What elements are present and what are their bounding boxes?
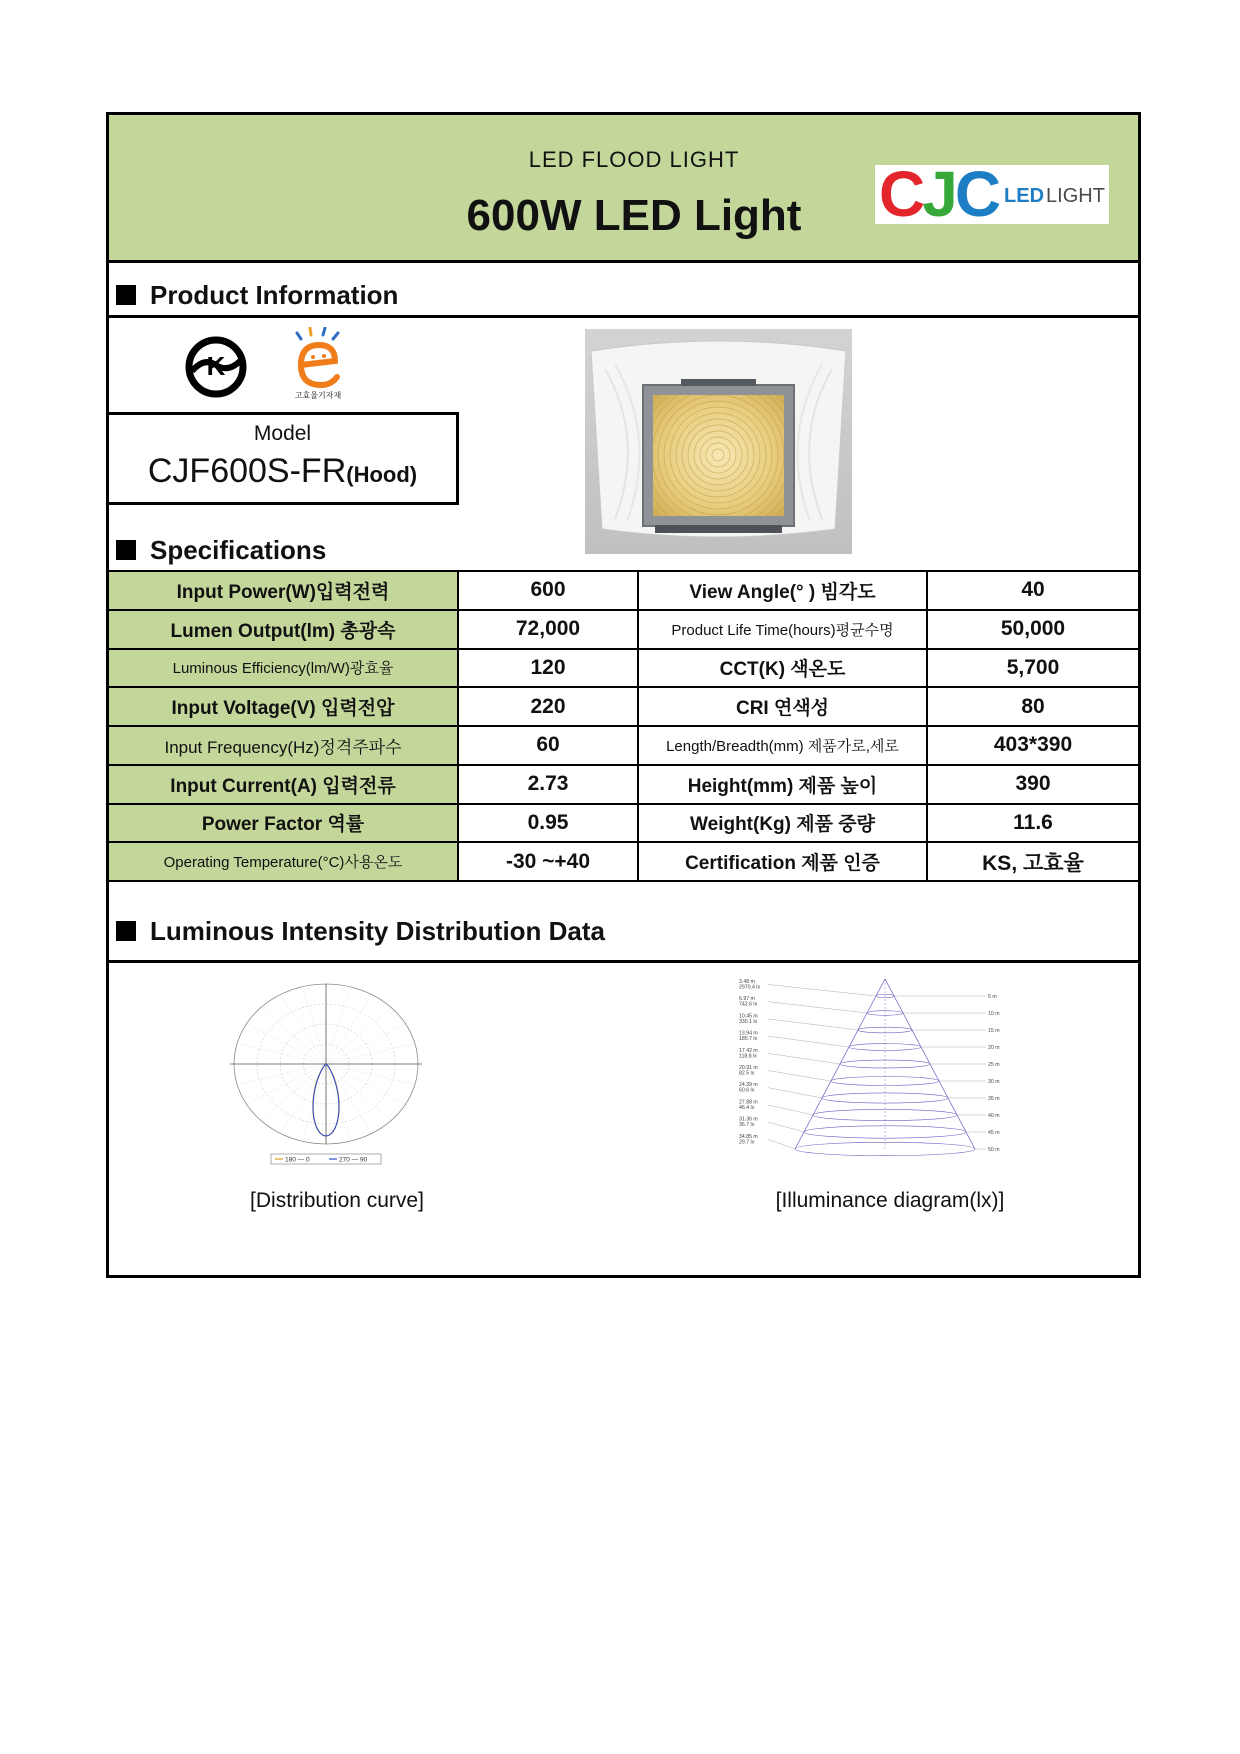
distance-label: 45 m xyxy=(988,1129,1000,1136)
illuminance-label: 82.5 lx xyxy=(739,1070,755,1077)
model-label: Model xyxy=(253,422,312,445)
spec-value: 5,700 xyxy=(928,650,1138,689)
spec-label: Input Current(A) 입력전류 xyxy=(109,766,459,805)
product-category: LED FLOOD LIGHT xyxy=(528,147,740,172)
spec-value: 120 xyxy=(459,650,639,689)
luminous-heading xyxy=(116,916,605,946)
spec-value: -30 ~+40 xyxy=(459,843,639,882)
diameter-leader-line xyxy=(768,1122,804,1132)
diameter-leader-line xyxy=(768,1088,822,1098)
spec-label: Input Frequency(Hz)정격주파수 xyxy=(109,727,459,766)
section-title: Luminous Intensity Distribution Data xyxy=(150,916,606,946)
page-title: 600W LED Light xyxy=(466,191,802,240)
beam-diameter-label: 27.88 m xyxy=(739,1099,758,1106)
product-info-heading xyxy=(116,280,398,310)
model-number: CJF600S-FR xyxy=(147,452,347,490)
distance-label: 10 m xyxy=(988,1010,1000,1017)
illuminance-caption: [Illuminance diagram(lx)] xyxy=(775,1189,1005,1212)
spec-value: 0.95 xyxy=(459,805,639,844)
spec-label: Product Life Time(hours)평균수명 xyxy=(639,611,928,650)
logo-letter: J xyxy=(922,165,955,224)
high-efficiency-mark xyxy=(287,327,349,403)
spec-value: 50,000 xyxy=(928,611,1138,650)
section-title: Specifications xyxy=(150,535,327,565)
spec-label: Lumen Output(lm) 총광속 xyxy=(109,611,459,650)
spec-value: 2.73 xyxy=(459,766,639,805)
cjc-logo xyxy=(875,165,1109,224)
distance-label: 20 m xyxy=(988,1044,1000,1051)
logo-letter: C xyxy=(954,165,999,224)
spec-value: 72,000 xyxy=(459,611,639,650)
illuminance-ring xyxy=(822,1093,948,1103)
beam-diameter-label: 20.91 m xyxy=(739,1065,758,1071)
illuminance-label: 2970.4 lx xyxy=(739,984,761,991)
diameter-leader-line xyxy=(768,1053,840,1064)
spec-label: Power Factor 역률 xyxy=(109,805,459,844)
beam-diameter-label: 6.97 m xyxy=(739,996,755,1003)
spec-label: Certification 제품 인증 xyxy=(639,843,928,882)
specifications-heading xyxy=(116,535,326,565)
distance-label: 15 m xyxy=(988,1027,1000,1034)
distance-label: 30 m xyxy=(988,1078,1000,1085)
legend-label: 270 — 90 xyxy=(339,1156,368,1164)
product-info-heading-row xyxy=(109,263,1138,318)
spec-value: 60 xyxy=(459,727,639,766)
section-title: Product Information xyxy=(150,280,399,310)
illuminance-diagram xyxy=(736,976,1006,1158)
logo-led-text: LED xyxy=(1004,185,1045,207)
spec-label: Height(mm) 제품 높이 xyxy=(639,766,928,805)
section-bullet-icon xyxy=(116,285,136,305)
spec-label: Input Power(W)입력전력 xyxy=(109,572,459,611)
legend-label: 180 — 0 xyxy=(285,1156,310,1164)
distance-label: 50 m xyxy=(988,1146,1000,1153)
beam-diameter-label: 31.36 m xyxy=(739,1116,758,1123)
beam-diameter-label: 10.45 m xyxy=(739,1013,758,1020)
spec-value: 403*390 xyxy=(928,727,1138,766)
logo-light-text: LIGHT xyxy=(1046,185,1105,207)
illuminance-label: 185.7 lx xyxy=(739,1036,758,1043)
model-suffix: (Hood) xyxy=(346,462,418,487)
section-bullet-icon xyxy=(116,921,136,941)
spec-label: CRI 연색성 xyxy=(639,688,928,727)
beam-diameter-label: 17.42 m xyxy=(739,1047,758,1054)
diameter-leader-line xyxy=(768,1071,831,1082)
spec-label: Input Voltage(V) 입력전압 xyxy=(109,688,459,727)
distance-label: 40 m xyxy=(988,1112,1000,1119)
diameter-leader-line xyxy=(768,1139,795,1149)
spec-value: 40 xyxy=(928,572,1138,611)
diameter-leader-line xyxy=(768,1002,867,1013)
spec-label: Length/Breadth(mm) 제품가로,세로 xyxy=(639,727,928,766)
model-name xyxy=(109,451,456,498)
illuminance-label: 742.6 lx xyxy=(739,1001,758,1008)
spec-value: 390 xyxy=(928,766,1138,805)
diameter-leader-line xyxy=(768,1036,849,1047)
spec-value: 600 xyxy=(459,572,639,611)
spec-label: Luminous Efficiency(lm/W)광효율 xyxy=(109,650,459,689)
diameter-leader-line xyxy=(768,1105,813,1115)
spec-label: CCT(K) 색온도 xyxy=(639,650,928,689)
diameter-leader-line xyxy=(768,1019,858,1030)
illuminance-label: 36.7 lx xyxy=(739,1122,755,1129)
illuminance-label: 46.4 lx xyxy=(739,1104,755,1111)
spec-value: 11.6 xyxy=(928,805,1138,844)
header-band xyxy=(109,115,1138,263)
diameter-leader-line xyxy=(768,985,876,997)
spec-value: 80 xyxy=(928,688,1138,727)
beam-diameter-label: 13.94 m xyxy=(739,1030,758,1037)
spec-value: 220 xyxy=(459,688,639,727)
illuminance-label: 118.8 lx xyxy=(739,1053,757,1060)
spec-label: Weight(Kg) 제품 중량 xyxy=(639,805,928,844)
beam-diameter-label: 34.85 m xyxy=(739,1133,758,1140)
beam-diameter-label: 3.48 m xyxy=(739,979,755,985)
ks-certification-icon xyxy=(184,335,248,399)
spec-table xyxy=(109,570,1138,882)
distribution-caption: [Distribution curve] xyxy=(250,1189,424,1212)
illuminance-label: 60.6 lx xyxy=(739,1087,755,1094)
distribution-curve-chart xyxy=(225,978,427,1169)
luminous-heading-row xyxy=(109,882,1138,963)
illuminance-label: 29.7 lx xyxy=(739,1139,755,1146)
spec-label: View Angle(° ) 빔각도 xyxy=(639,572,928,611)
illuminance-label: 330.1 lx xyxy=(739,1018,758,1025)
efficiency-mark-text: 고효율기자재 xyxy=(294,391,342,400)
efficiency-e-icon xyxy=(287,327,349,391)
spec-sheet xyxy=(106,112,1141,1278)
spec-label: Operating Temperature(°C)사용온도 xyxy=(109,843,459,882)
ks-mark-letter: K xyxy=(206,351,226,381)
section-bullet-icon xyxy=(116,540,136,560)
distance-label: 35 m xyxy=(988,1095,1000,1102)
distance-label: 25 m xyxy=(988,1061,1000,1068)
distance-label: 5 m xyxy=(988,993,997,1000)
logo-letter: C xyxy=(879,165,923,224)
spec-value: KS, 고효율 xyxy=(928,843,1138,882)
product-photo xyxy=(585,329,852,554)
beam-diameter-label: 24.39 m xyxy=(739,1082,758,1089)
model-box xyxy=(109,412,459,505)
